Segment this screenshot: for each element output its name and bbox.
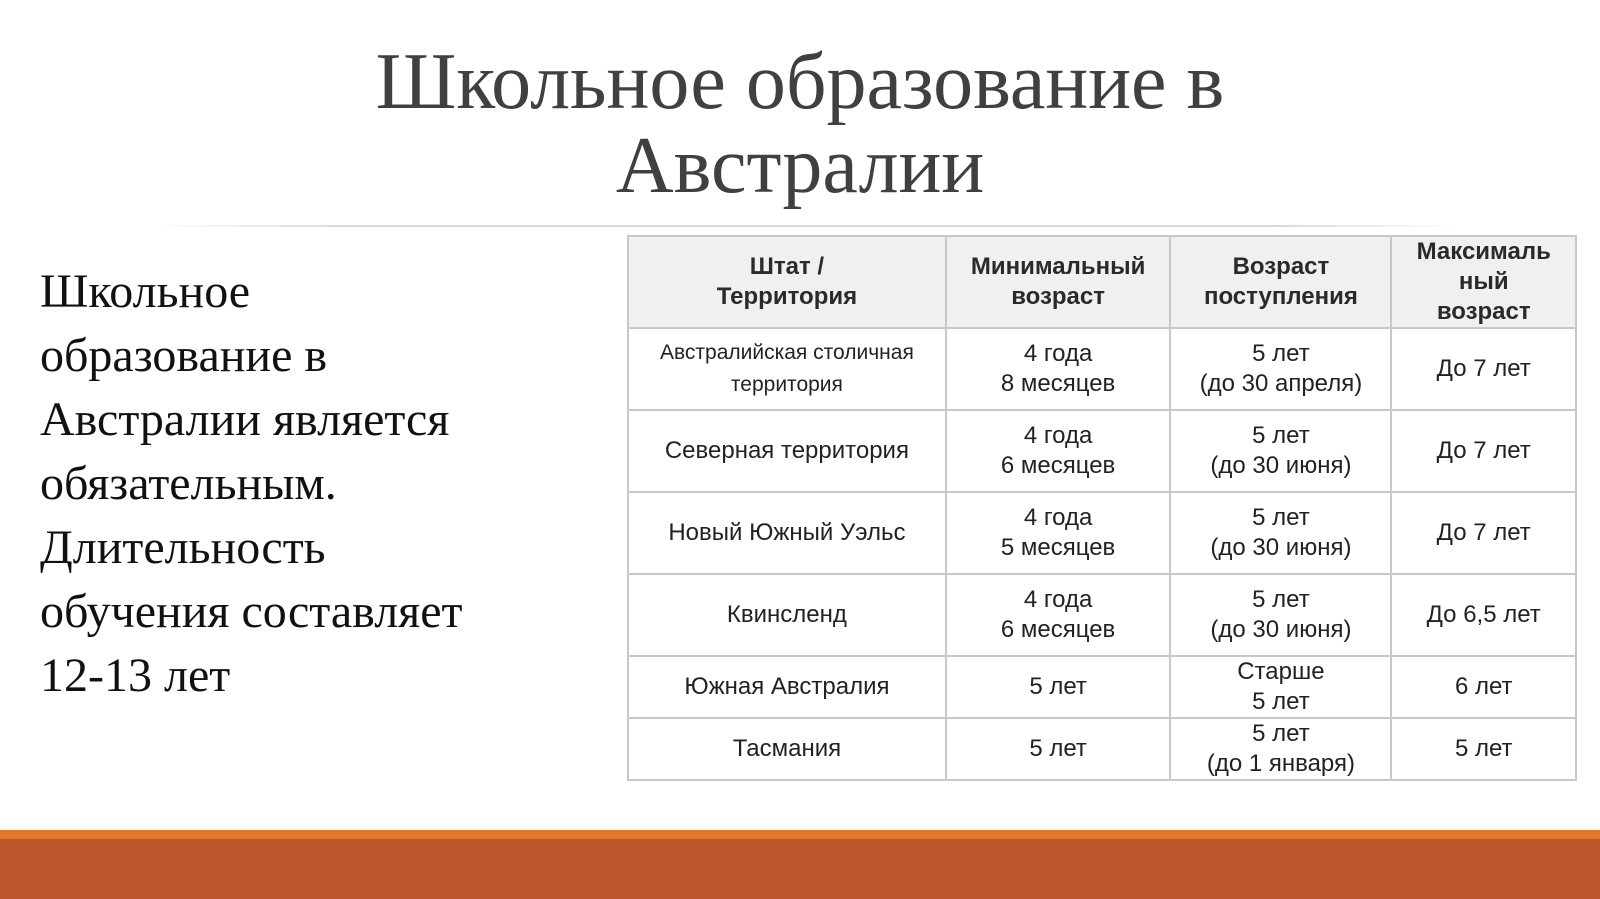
slide-body-text: [40, 260, 600, 708]
cell-text: (до 30 июня): [1210, 534, 1352, 561]
cell-text: 6 месяцев: [1000, 452, 1116, 479]
cell-state: [628, 718, 946, 780]
cell-entry-age: [1170, 574, 1391, 656]
header-text: Минимальный: [970, 253, 1146, 280]
cell-text: 5 лет: [1252, 340, 1310, 367]
body-line: обязательным.: [40, 457, 337, 510]
cell-text: До 6,5 лет: [1426, 601, 1541, 628]
slide-title-line-2: Австралии: [615, 122, 985, 210]
cell-text: Старше: [1237, 658, 1325, 685]
table-row: [628, 328, 1576, 410]
cell-entry-age: [1170, 328, 1391, 410]
cell-min-age: [946, 718, 1171, 780]
cell-text: 4 года: [1023, 586, 1093, 613]
cell-max-age: [1391, 574, 1576, 656]
body-line: Школьное: [40, 265, 251, 318]
cell-max-age: [1391, 410, 1576, 492]
cell-text: 4 года: [1023, 340, 1093, 367]
school-age-table: [627, 235, 1577, 781]
cell-entry-age: [1170, 492, 1391, 574]
header-text: ный: [1458, 268, 1509, 295]
cell-min-age: [946, 492, 1171, 574]
cell-text: Южная Австралия: [684, 673, 890, 700]
cell-text: (до 30 июня): [1210, 452, 1352, 479]
table-row: [628, 574, 1576, 656]
cell-text: 6 месяцев: [1000, 616, 1116, 643]
body-line: Длительность: [40, 521, 326, 574]
body-line: обучения составляет: [40, 585, 463, 638]
cell-text: Северная территория: [664, 437, 909, 464]
cell-state: [628, 410, 946, 492]
cell-text: 5 лет: [1252, 688, 1310, 715]
header-text: Возраст: [1232, 253, 1330, 280]
cell-text: Тасмания: [732, 735, 842, 762]
cell-min-age: [946, 656, 1171, 718]
cell-max-age: [1391, 718, 1576, 780]
body-line: 12-13 лет: [40, 649, 231, 702]
cell-text: 4 года: [1023, 504, 1093, 531]
cell-text: территория: [730, 373, 843, 396]
cell-text: (до 1 января): [1206, 750, 1355, 777]
cell-text: До 7 лет: [1436, 355, 1531, 382]
footer-bar: [0, 830, 1600, 899]
slide-title-line-1: Школьное образование в: [375, 38, 1225, 126]
cell-state: [628, 328, 946, 410]
cell-text: 5 лет: [1252, 720, 1310, 747]
cell-min-age: [946, 328, 1171, 410]
slide-title: [300, 40, 1300, 208]
header-text: Территория: [716, 283, 858, 310]
header-state: [628, 236, 946, 328]
cell-text: До 7 лет: [1436, 437, 1531, 464]
cell-state: [628, 656, 946, 718]
header-max-age: [1391, 236, 1576, 328]
table-header-row: [628, 236, 1576, 328]
header-text: возраст: [1436, 298, 1531, 325]
cell-max-age: [1391, 492, 1576, 574]
cell-max-age: [1391, 656, 1576, 718]
cell-text: 5 лет: [1252, 586, 1310, 613]
cell-text: Австралийская столичная: [659, 341, 914, 364]
cell-text: 5 лет: [1252, 504, 1310, 531]
table-row: [628, 718, 1576, 780]
header-min-age: [946, 236, 1171, 328]
table-row: [628, 492, 1576, 574]
cell-text: 6 лет: [1454, 673, 1513, 700]
cell-text: (до 30 июня): [1210, 616, 1352, 643]
header-text: Максималь: [1416, 238, 1551, 265]
cell-min-age: [946, 410, 1171, 492]
cell-text: Новый Южный Уэльс: [668, 519, 906, 546]
cell-max-age: [1391, 328, 1576, 410]
cell-state: [628, 574, 946, 656]
cell-text: 5 месяцев: [1000, 534, 1116, 561]
table-row: [628, 410, 1576, 492]
cell-min-age: [946, 574, 1171, 656]
cell-entry-age: [1170, 410, 1391, 492]
cell-entry-age: [1170, 718, 1391, 780]
header-text: возраст: [1011, 283, 1106, 310]
body-line: образование в: [40, 329, 328, 382]
cell-text: 5 лет: [1454, 735, 1513, 762]
cell-text: (до 30 апреля): [1199, 370, 1363, 397]
cell-text: 5 лет: [1252, 422, 1310, 449]
cell-state: [628, 492, 946, 574]
cell-text: Квинсленд: [726, 601, 847, 628]
footer-accent-stripe: [0, 830, 1600, 839]
header-entry-age: [1170, 236, 1391, 328]
body-line: Австралии является: [40, 393, 450, 446]
cell-text: 5 лет: [1029, 735, 1087, 762]
cell-text: 4 года: [1023, 422, 1093, 449]
header-text: Штат /: [749, 253, 825, 280]
table-row: [628, 656, 1576, 718]
cell-entry-age: [1170, 656, 1391, 718]
header-text: поступления: [1203, 283, 1358, 310]
title-divider: [155, 225, 1465, 227]
cell-text: 5 лет: [1029, 673, 1087, 700]
cell-text: До 7 лет: [1436, 519, 1531, 546]
cell-text: 8 месяцев: [1000, 370, 1116, 397]
